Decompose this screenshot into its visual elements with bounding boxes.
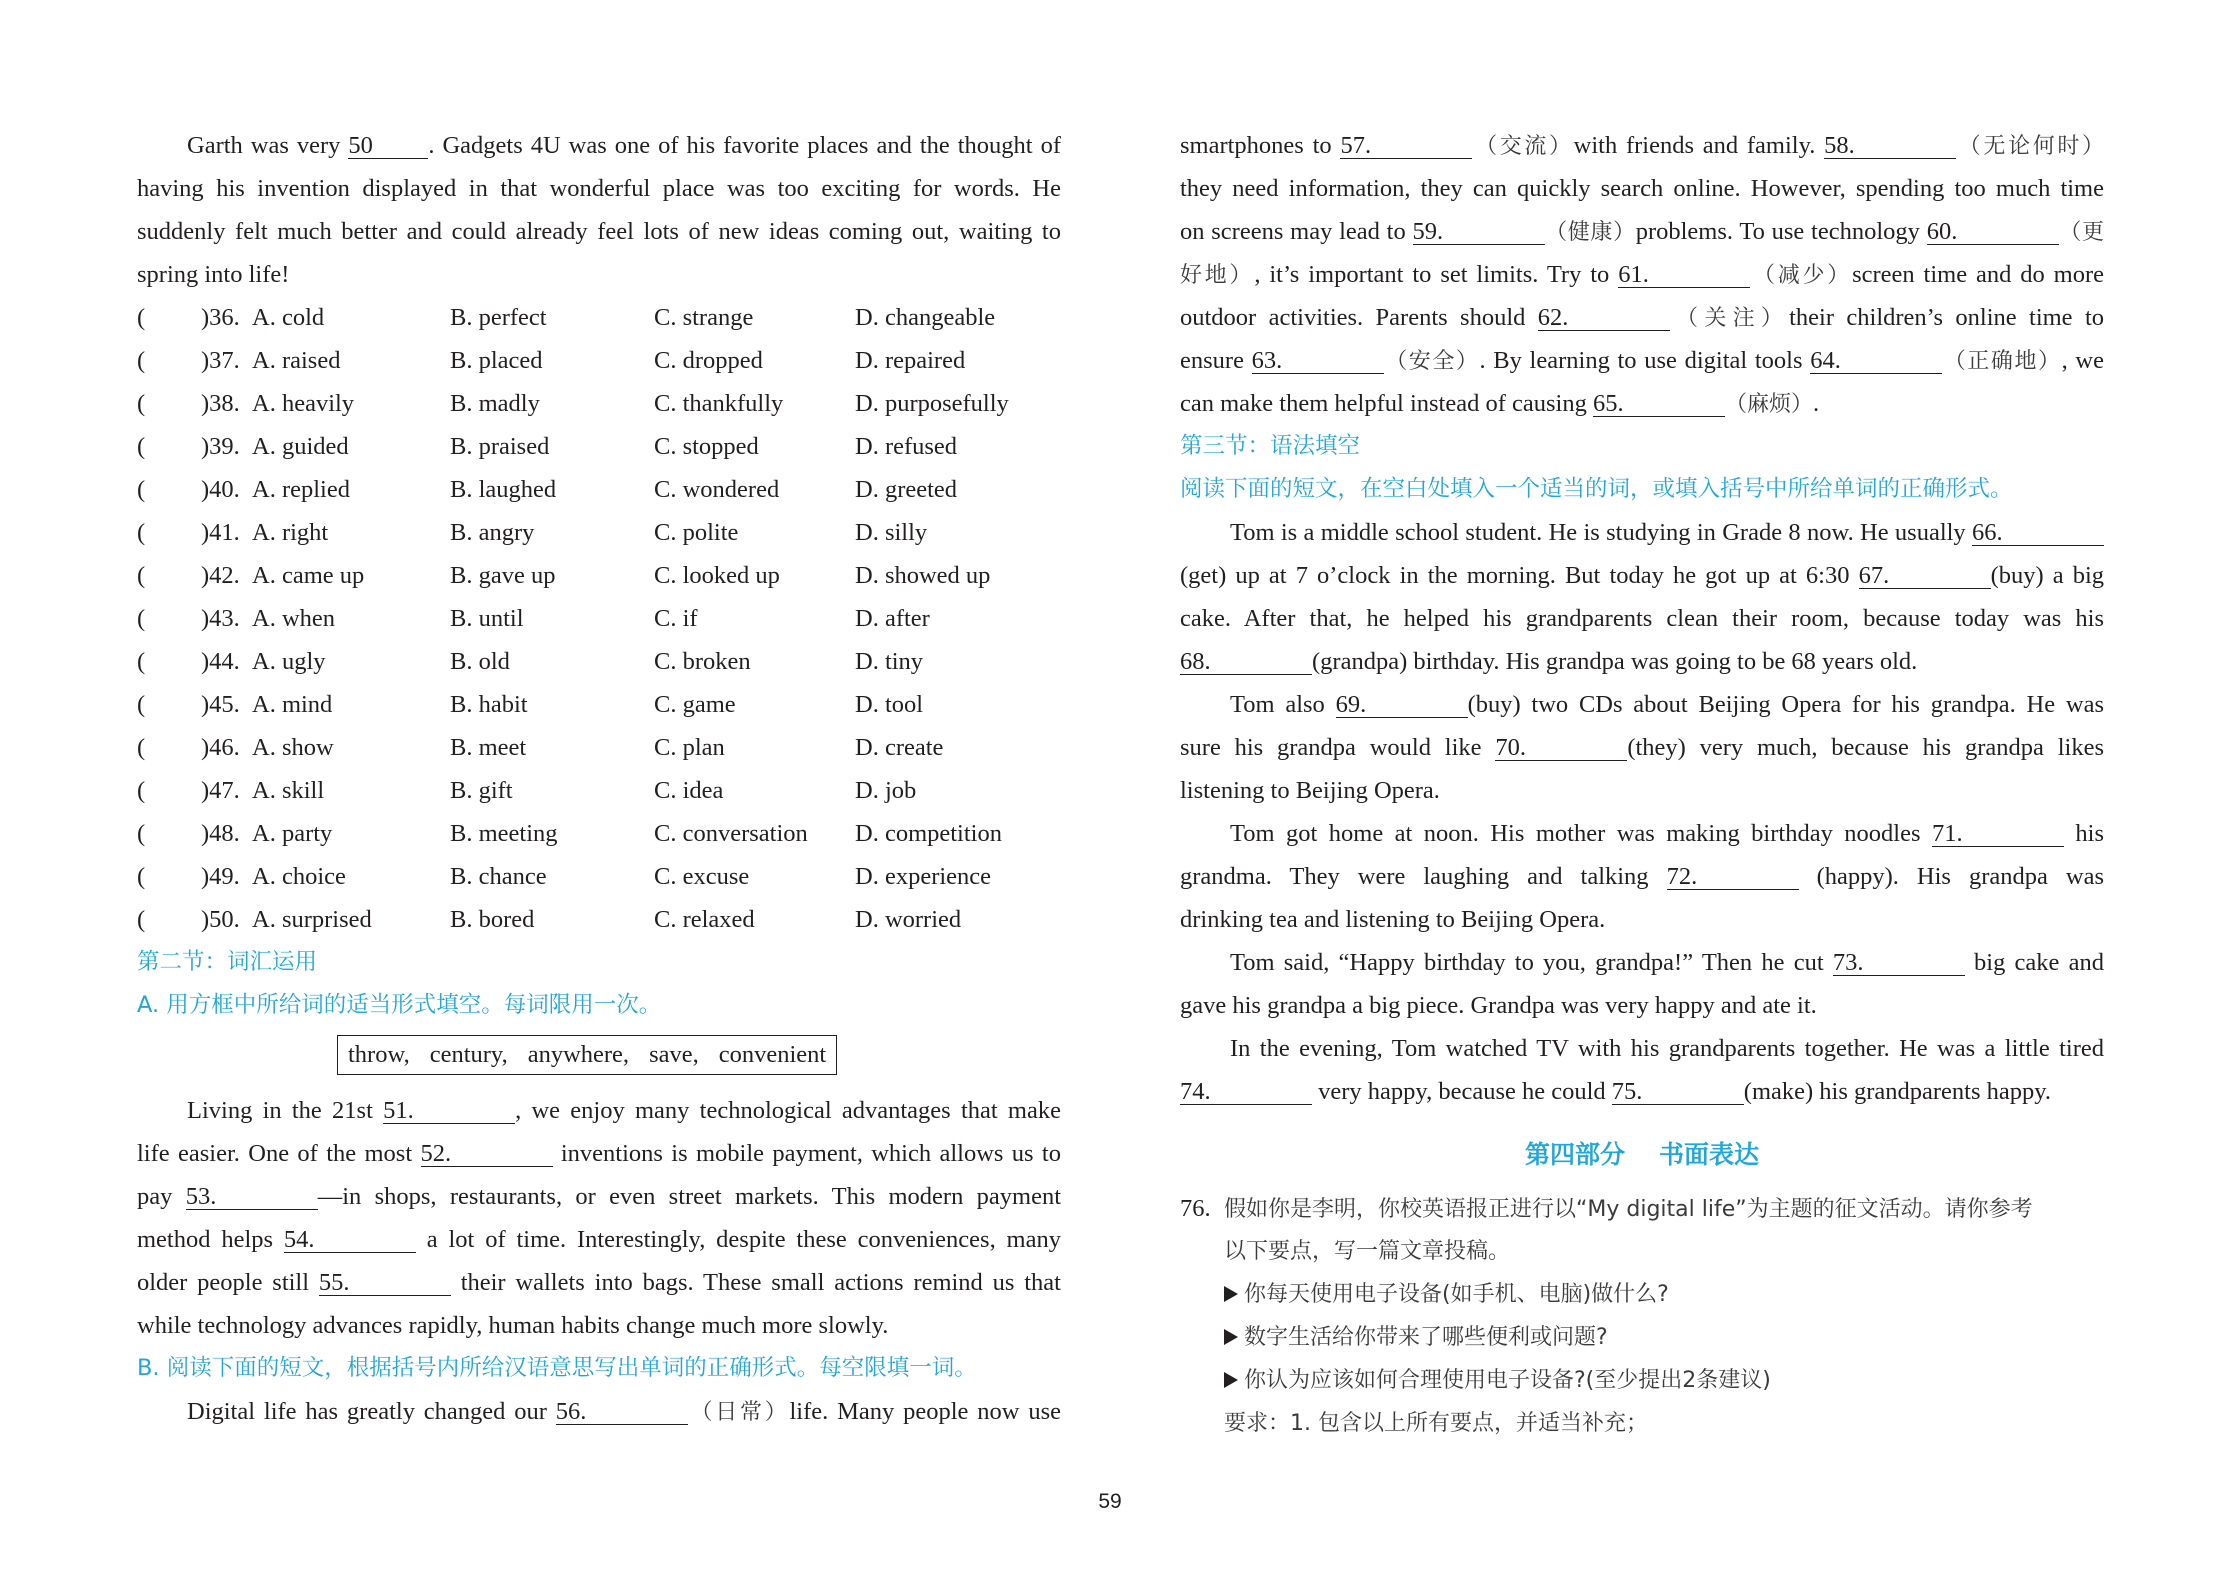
- question-row: [137, 812, 1061, 855]
- answer-paren[interactable]: (: [137, 347, 146, 374]
- option-c[interactable]: C. plan: [654, 734, 725, 761]
- text: (happy). His grandpa was: [1798, 863, 2104, 890]
- text: Living in the 21st: [187, 1097, 384, 1124]
- paragraph-line: suddenly felt much better and could already feel lots of new ideas coming out, waiting to: [137, 218, 1061, 245]
- option-c[interactable]: C. excuse: [654, 863, 750, 890]
- paragraph-line: [1180, 683, 2104, 726]
- text: . By learning to use digital tools: [1479, 347, 1811, 374]
- text: Tom also: [1230, 691, 1336, 718]
- question-row: [137, 425, 1061, 468]
- word-box-container: [137, 1027, 1061, 1089]
- option-d[interactable]: D. experience: [855, 863, 992, 890]
- text: , we enjoy many technological advantages that make: [515, 1097, 1061, 1124]
- question-number: )42.: [201, 562, 240, 589]
- paragraph-line: [137, 1218, 1061, 1261]
- text: problems. To use technology: [1635, 218, 1927, 245]
- text: their children’s online time to: [1789, 304, 2104, 331]
- paragraph-line: [1180, 812, 2104, 855]
- question-number: )47.: [201, 777, 240, 804]
- answer-blank[interactable]: 69.: [1336, 693, 1468, 718]
- text: his: [2063, 820, 2104, 847]
- text: Garth was very: [187, 132, 349, 159]
- part4-name: 书面表达: [1659, 1140, 1760, 1169]
- answer-paren[interactable]: (: [137, 777, 146, 804]
- paragraph-line: [1180, 984, 2104, 1027]
- option-b[interactable]: B. bored: [450, 906, 535, 933]
- option-d[interactable]: D. after: [855, 605, 930, 632]
- multiple-choice-list: [137, 296, 1061, 941]
- answer-paren[interactable]: (: [137, 390, 146, 417]
- option-b[interactable]: B. perfect: [450, 304, 547, 331]
- answer-blank[interactable]: 50: [348, 134, 428, 159]
- option-d[interactable]: D. refused: [855, 433, 958, 460]
- paragraph-line: [1180, 1070, 2104, 1113]
- text: on screens may lead to: [1180, 218, 1413, 245]
- text: cake. After that, he helped his grandparents clean their room, because today was his: [1180, 605, 2104, 632]
- question-number: )44.: [201, 648, 240, 675]
- right-column: [1180, 124, 2104, 1445]
- text: smartphones to: [1180, 132, 1341, 159]
- arrow-bullet-icon: [1224, 1372, 1238, 1388]
- option-b[interactable]: B. madly: [450, 390, 540, 417]
- text: 假如你是李明，你校英语报正进行以“My digital life”为主题的征文活动。请你参考: [1224, 1197, 2033, 1222]
- paragraph-line: [1180, 296, 2104, 339]
- part4-label: 第四部分: [1524, 1140, 1625, 1169]
- text: very happy, because he could: [1312, 1078, 1612, 1105]
- text: life. Many people now use: [789, 1398, 1061, 1425]
- text: , we: [2061, 347, 2104, 374]
- text: (make) his grandparents happy.: [1743, 1078, 2052, 1105]
- text: drinking tea and listening to Beijing Opera.: [1180, 906, 1606, 933]
- option-a[interactable]: A. when: [252, 605, 336, 632]
- option-d[interactable]: D. changeable: [855, 304, 996, 331]
- question-number: )49.: [201, 863, 240, 890]
- question-row: [137, 511, 1061, 554]
- paragraph-line: [1180, 554, 2104, 597]
- text: inventions is mobile payment, which allows us to: [552, 1140, 1061, 1167]
- option-d[interactable]: D. tool: [855, 691, 924, 718]
- option-c[interactable]: C. game: [654, 691, 736, 718]
- option-b[interactable]: B. old: [450, 648, 510, 675]
- text: (grandpa) birthday. His grandpa was going to be 68 years old.: [1312, 648, 1918, 675]
- paragraph-line: [1180, 941, 2104, 984]
- option-c[interactable]: C. relaxed: [654, 906, 755, 933]
- question-row: [137, 855, 1061, 898]
- hint: （无论何时）: [1956, 134, 2104, 159]
- answer-blank[interactable]: 70.: [1495, 736, 1627, 761]
- hint: （正确地）: [1942, 349, 2062, 374]
- word-box-item: century,: [429, 1041, 508, 1068]
- question-row: [137, 339, 1061, 382]
- answer-paren[interactable]: (: [137, 476, 146, 503]
- text: grandma. They were laughing and talking: [1180, 863, 1667, 890]
- option-d[interactable]: D. purposefully: [855, 390, 1009, 417]
- option-a[interactable]: A. right: [252, 519, 329, 546]
- question-row: [137, 597, 1061, 640]
- answer-paren[interactable]: (: [137, 519, 146, 546]
- option-c[interactable]: C. polite: [654, 519, 739, 546]
- answer-blank[interactable]: 75.: [1612, 1080, 1744, 1105]
- text: ensure: [1180, 347, 1252, 374]
- option-b[interactable]: B. habit: [450, 691, 528, 718]
- word-box-item: convenient: [718, 1041, 827, 1068]
- text: listening to Beijing Opera.: [1180, 777, 1440, 804]
- q76-point: [1180, 1273, 2104, 1316]
- answer-blank[interactable]: 66.: [1972, 521, 2104, 546]
- text: sure his grandpa would like: [1180, 734, 1496, 761]
- paragraph-line: [137, 124, 1061, 167]
- option-d[interactable]: D. repaired: [855, 347, 966, 374]
- answer-blank[interactable]: 60.: [1927, 220, 2059, 245]
- option-a[interactable]: A. mind: [252, 691, 333, 718]
- option-c[interactable]: C. if: [654, 605, 698, 632]
- paragraph-line: [1180, 1027, 2104, 1070]
- hint: （交流）: [1472, 134, 1574, 159]
- hint: （减少）: [1750, 263, 1853, 288]
- answer-blank[interactable]: 53.: [186, 1185, 318, 1210]
- option-d[interactable]: D. greeted: [855, 476, 958, 503]
- answer-blank[interactable]: 64.: [1810, 349, 1942, 374]
- text: pay: [137, 1183, 186, 1210]
- question-number: )40.: [201, 476, 240, 503]
- text: In the evening, Tom watched TV with his grandparents together. He was a little tired: [1230, 1035, 2104, 1062]
- text: they need information, they can quickly search online. However, spending too much time: [1180, 175, 2104, 202]
- question-row: [137, 382, 1061, 425]
- paragraph-line: [1180, 898, 2104, 941]
- section3-title: 第三节：语法填空: [1180, 433, 1361, 459]
- text: —in shops, restaurants, or even street markets. This modern payment: [317, 1183, 1062, 1210]
- text: (buy) two CDs about Beijing Opera for his grandpa. He was: [1467, 691, 2104, 718]
- option-d[interactable]: D. job: [855, 777, 917, 804]
- option-c[interactable]: C. idea: [654, 777, 724, 804]
- paragraph-line: [137, 1132, 1061, 1175]
- paragraph-line: [1180, 382, 2104, 425]
- answer-blank[interactable]: 67.: [1859, 564, 1991, 589]
- option-d[interactable]: D. tiny: [855, 648, 924, 675]
- word-box-item: throw,: [348, 1041, 410, 1068]
- paragraph-line: [1180, 769, 2104, 812]
- option-d[interactable]: D. worried: [855, 906, 962, 933]
- paragraph-line: spring into life!: [137, 261, 290, 288]
- question-row: [137, 640, 1061, 683]
- question-row: [137, 769, 1061, 812]
- option-c[interactable]: C. strange: [654, 304, 754, 331]
- answer-blank[interactable]: 58.: [1824, 134, 1956, 159]
- option-c[interactable]: C. looked up: [654, 562, 780, 589]
- option-b[interactable]: B. angry: [450, 519, 535, 546]
- answer-blank[interactable]: 65.: [1593, 392, 1725, 417]
- text: with friends and family.: [1573, 132, 1825, 159]
- text: big cake and: [1964, 949, 2104, 976]
- option-a[interactable]: A. cold: [252, 304, 325, 331]
- q76-point: [1180, 1359, 2104, 1402]
- option-b[interactable]: B. gave up: [450, 562, 556, 589]
- hint: （关注）: [1669, 306, 1790, 331]
- question-number: )43.: [201, 605, 240, 632]
- question-row: [137, 898, 1061, 941]
- passage-a: [137, 1089, 1061, 1347]
- answer-paren[interactable]: (: [137, 691, 146, 718]
- option-a[interactable]: A. replied: [252, 476, 350, 503]
- option-b[interactable]: B. gift: [450, 777, 513, 804]
- paragraph-line: [137, 1175, 1061, 1218]
- intro-paragraph: [137, 124, 1061, 296]
- question-number: )41.: [201, 519, 240, 546]
- hint: （健康）: [1544, 220, 1636, 245]
- part4-title: [1180, 1123, 2104, 1187]
- text: Digital life has greatly changed our: [187, 1398, 556, 1425]
- paragraph-line: [137, 1261, 1061, 1304]
- question-number: )39.: [201, 433, 240, 460]
- text: Tom got home at noon. His mother was making birthday noodles: [1230, 820, 1932, 847]
- option-c[interactable]: C. dropped: [654, 347, 763, 374]
- question-number: )46.: [201, 734, 240, 761]
- answer-blank[interactable]: 62.: [1538, 306, 1670, 331]
- text: their wallets into bags. These small actions remind us that: [450, 1269, 1061, 1296]
- answer-blank[interactable]: 57.: [1340, 134, 1472, 159]
- answer-paren[interactable]: (: [137, 820, 146, 847]
- option-b[interactable]: B. chance: [450, 863, 547, 890]
- answer-blank[interactable]: 73.: [1833, 951, 1965, 976]
- option-a[interactable]: A. guided: [252, 433, 349, 460]
- answer-paren[interactable]: (: [137, 906, 146, 933]
- paragraph-line: [1180, 640, 2104, 683]
- answer-blank[interactable]: 72.: [1667, 865, 1799, 890]
- word-box: [337, 1035, 837, 1075]
- text: 你每天使用电子设备(如手机、电脑)做什么?: [1244, 1282, 1669, 1307]
- option-d[interactable]: D. create: [855, 734, 944, 761]
- answer-blank[interactable]: 68.: [1180, 650, 1312, 675]
- option-d[interactable]: D. competition: [855, 820, 1002, 847]
- answer-paren[interactable]: (: [137, 734, 146, 761]
- hint: （日常）: [687, 1400, 790, 1425]
- section2a-instruction: A. 用方框中所给词的适当形式填空。每词限用一次。: [137, 992, 662, 1018]
- answer-paren[interactable]: (: [137, 562, 146, 589]
- paragraph-line: [1180, 726, 2104, 769]
- option-b[interactable]: B. laughed: [450, 476, 557, 503]
- q76-point: [1180, 1316, 2104, 1359]
- question-number: 76.: [1180, 1195, 1211, 1222]
- answer-blank[interactable]: 56.: [556, 1400, 688, 1425]
- answer-blank[interactable]: 55.: [319, 1271, 451, 1296]
- text: Tom is a middle school student. He is studying in Grade 8 now. He usually: [1230, 519, 1972, 546]
- arrow-bullet-icon: [1224, 1286, 1238, 1302]
- option-a[interactable]: A. ugly: [252, 648, 326, 675]
- option-b[interactable]: B. placed: [450, 347, 543, 374]
- question-row: [137, 554, 1061, 597]
- option-d[interactable]: D. silly: [855, 519, 928, 546]
- text: a lot of time. Interestingly, despite these conveniences, many: [415, 1226, 1061, 1253]
- paragraph-line: [137, 1089, 1061, 1132]
- arrow-bullet-icon: [1224, 1329, 1238, 1345]
- section2-title: 第二节：词汇运用: [137, 949, 318, 975]
- question-number: )37.: [201, 347, 240, 374]
- option-a[interactable]: A. party: [252, 820, 333, 847]
- text: gave his grandpa a big piece. Grandpa was very happy and ate it.: [1180, 992, 1817, 1019]
- word-box-item: anywhere,: [527, 1041, 630, 1068]
- answer-blank[interactable]: 52.: [421, 1142, 553, 1167]
- section2b-instruction: B. 阅读下面的短文，根据括号内所给汉语意思写出单词的正确形式。每空限填一词。: [137, 1355, 977, 1381]
- option-a[interactable]: A. heavily: [252, 390, 355, 417]
- question-row: [137, 726, 1061, 769]
- question-row: [137, 683, 1061, 726]
- writing-task: [1180, 1187, 2104, 1445]
- answer-blank[interactable]: 54.: [284, 1228, 416, 1253]
- question-number: )36.: [201, 304, 240, 331]
- text: screen time and do more: [1852, 261, 2104, 288]
- section3-instruction: 阅读下面的短文，在空白处填入一个适当的词，或填入括号中所给单词的正确形式。: [1180, 476, 2013, 502]
- paragraph-line: [1180, 339, 2104, 382]
- text: method helps: [137, 1226, 284, 1253]
- option-c[interactable]: C. broken: [654, 648, 751, 675]
- question-row: [137, 468, 1061, 511]
- hint: 好地）: [1180, 263, 1255, 288]
- paragraph-line: [1180, 597, 2104, 640]
- option-b[interactable]: B. until: [450, 605, 524, 632]
- question-number: )45.: [201, 691, 240, 718]
- text: (get) up at 7 o’clock in the morning. But today he got up at 6:30: [1180, 562, 1859, 589]
- grammar-passage: [1180, 511, 2104, 1113]
- answer-blank[interactable]: 51.: [383, 1099, 515, 1124]
- option-a[interactable]: A. came up: [252, 562, 365, 589]
- text: . Gadgets 4U was one of his favorite places and the thought of: [428, 132, 1061, 159]
- q76-line: [1180, 1187, 2104, 1230]
- text: 数字生活给你带来了哪些便利或问题?: [1244, 1325, 1608, 1350]
- word-box-item: save,: [649, 1041, 699, 1068]
- hint: （更: [2058, 220, 2104, 245]
- answer-blank[interactable]: 59.: [1413, 220, 1545, 245]
- passage-b: [1180, 124, 2104, 425]
- answer-blank[interactable]: 74.: [1180, 1080, 1312, 1105]
- option-a[interactable]: A. surprised: [252, 906, 372, 933]
- answer-blank[interactable]: 61.: [1618, 263, 1750, 288]
- question-number: )38.: [201, 390, 240, 417]
- answer-blank[interactable]: 71.: [1932, 822, 2064, 847]
- text: Tom said, “Happy birthday to you, grandpa!” Then he cut: [1230, 949, 1833, 976]
- text: .: [1812, 390, 1820, 417]
- answer-paren[interactable]: (: [137, 648, 146, 675]
- paragraph-line: [1180, 855, 2104, 898]
- option-c[interactable]: C. thankfully: [654, 390, 784, 417]
- option-a[interactable]: A. choice: [252, 863, 346, 890]
- option-b[interactable]: B. meeting: [450, 820, 558, 847]
- hint: （麻烦）: [1724, 392, 1813, 417]
- answer-paren[interactable]: (: [137, 433, 146, 460]
- answer-paren[interactable]: (: [137, 863, 146, 890]
- paragraph-line: [1180, 253, 2104, 296]
- option-a[interactable]: A. raised: [252, 347, 341, 374]
- text: , it’s important to set limits. Try to: [1254, 261, 1619, 288]
- text: life easier. One of the most: [137, 1140, 421, 1167]
- left-column: [137, 124, 1061, 1433]
- answer-blank[interactable]: 63.: [1252, 349, 1384, 374]
- text: can make them helpful instead of causing: [1180, 390, 1593, 417]
- paragraph-line: [137, 1390, 1061, 1433]
- question-number: )48.: [201, 820, 240, 847]
- text: (they) very much, because his grandpa likes: [1627, 734, 2105, 761]
- paragraph-line: [1180, 124, 2104, 167]
- page-number: 59: [1098, 1490, 1122, 1513]
- option-d[interactable]: D. showed up: [855, 562, 991, 589]
- q76-requirement: 要求：1. 包含以上所有要点，并适当补充；: [1224, 1411, 1648, 1436]
- paragraph-line: [1180, 511, 2104, 554]
- option-a[interactable]: A. show: [252, 734, 334, 761]
- text: older people still: [137, 1269, 319, 1296]
- paragraph-line: while technology advances rapidly, human habits change much more slowly.: [137, 1312, 889, 1339]
- q76-line: 以下要点，写一篇文章投稿。: [1224, 1239, 1511, 1264]
- paragraph-line: having his invention displayed in that wonderful place was too exciting for words. He: [137, 175, 1061, 202]
- answer-paren[interactable]: (: [137, 304, 146, 331]
- text: outdoor activities. Parents should: [1180, 304, 1538, 331]
- answer-paren[interactable]: (: [137, 605, 146, 632]
- question-row: [137, 296, 1061, 339]
- text: (buy) a big: [1990, 562, 2104, 589]
- option-a[interactable]: A. skill: [252, 777, 325, 804]
- hint: （安全）: [1383, 349, 1480, 374]
- option-c[interactable]: C. conversation: [654, 820, 808, 847]
- option-b[interactable]: B. meet: [450, 734, 527, 761]
- paragraph-line: [1180, 210, 2104, 253]
- option-b[interactable]: B. praised: [450, 433, 550, 460]
- option-c[interactable]: C. wondered: [654, 476, 780, 503]
- text: 你认为应该如何合理使用电子设备?(至少提出2条建议): [1244, 1368, 1771, 1393]
- question-number: )50.: [201, 906, 240, 933]
- option-c[interactable]: C. stopped: [654, 433, 759, 460]
- paragraph-line: [1180, 167, 2104, 210]
